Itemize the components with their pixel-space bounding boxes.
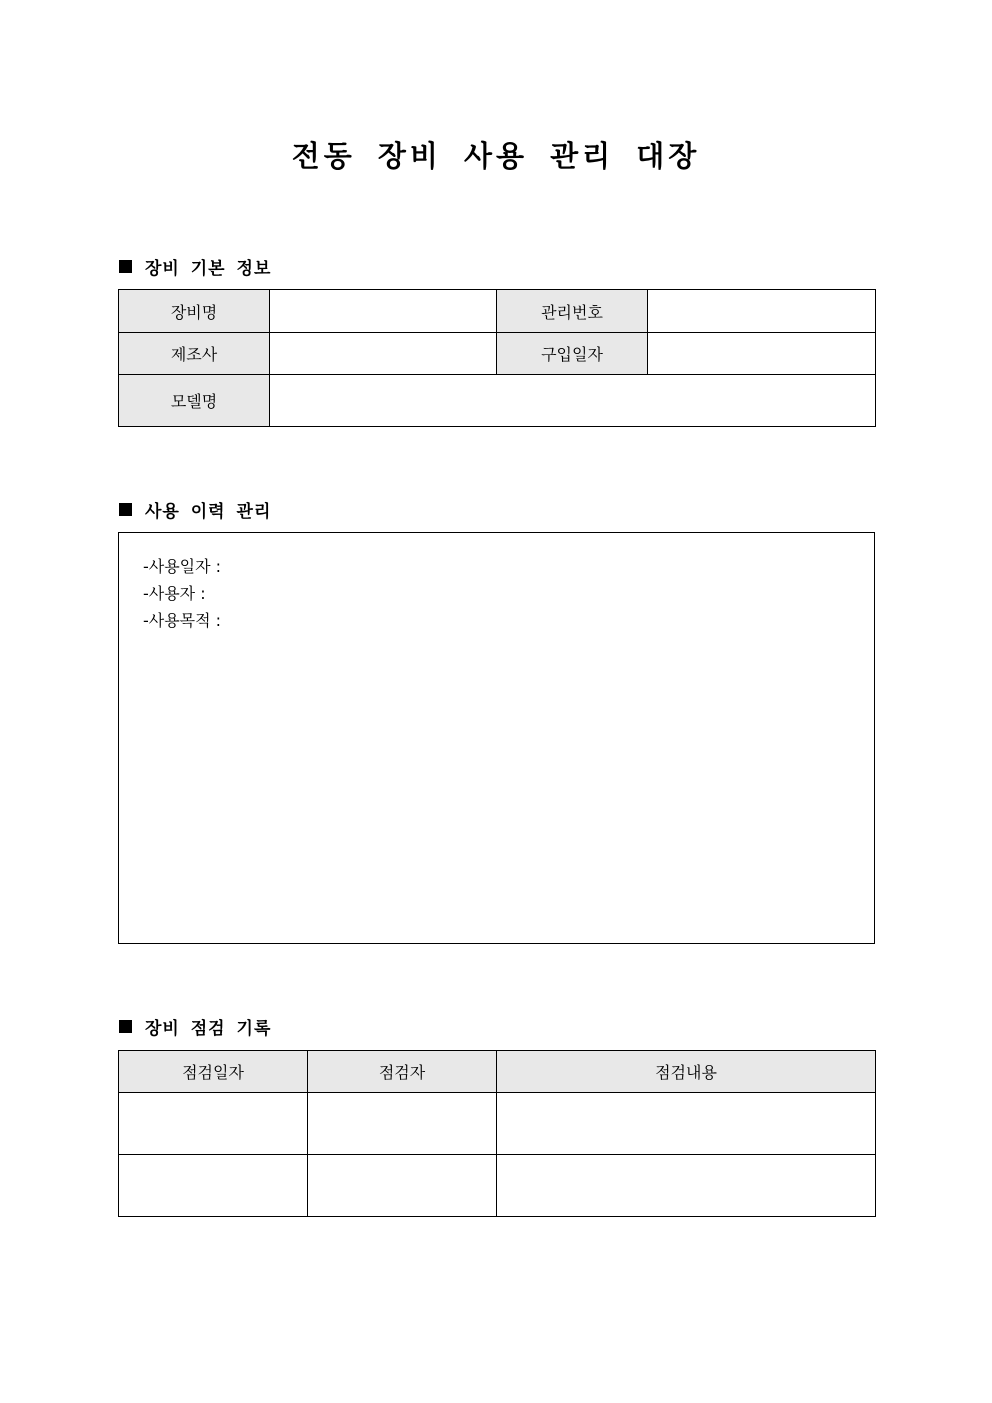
column-header-inspection-content: 점검내용 bbox=[497, 1051, 876, 1093]
cell-inspection-date[interactable] bbox=[119, 1093, 308, 1155]
section-heading-text: 장비 기본 정보 bbox=[145, 259, 272, 279]
cell-inspection-content[interactable] bbox=[497, 1155, 876, 1217]
field-equipment-name[interactable] bbox=[270, 290, 497, 333]
section-heading-text: 장비 점검 기록 bbox=[145, 1019, 272, 1039]
label-equipment-name: 장비명 bbox=[119, 290, 270, 333]
label-model-name: 모델명 bbox=[119, 375, 270, 427]
square-bullet-icon bbox=[119, 503, 132, 516]
usage-history-box[interactable] bbox=[118, 532, 875, 944]
cell-inspector[interactable] bbox=[308, 1093, 497, 1155]
cell-inspection-content[interactable] bbox=[497, 1093, 876, 1155]
table-row bbox=[119, 1093, 876, 1155]
square-bullet-icon bbox=[119, 1020, 132, 1033]
field-management-number[interactable] bbox=[648, 290, 876, 333]
section-heading-text: 사용 이력 관리 bbox=[145, 502, 272, 522]
usage-line-user: -사용자 : bbox=[143, 584, 206, 603]
section-heading-inspection bbox=[119, 1014, 271, 1039]
column-header-inspector: 점검자 bbox=[308, 1051, 497, 1093]
column-header-inspection-date: 점검일자 bbox=[119, 1051, 308, 1093]
inspection-record-table bbox=[118, 1050, 876, 1217]
label-purchase-date: 구입일자 bbox=[497, 333, 648, 375]
table-row bbox=[119, 375, 876, 427]
field-manufacturer[interactable] bbox=[270, 333, 497, 375]
usage-history-lines bbox=[143, 553, 221, 634]
table-row bbox=[119, 290, 876, 333]
section-heading-basic-info bbox=[119, 254, 271, 279]
field-purchase-date[interactable] bbox=[648, 333, 876, 375]
label-manufacturer: 제조사 bbox=[119, 333, 270, 375]
table-row bbox=[119, 333, 876, 375]
label-management-number: 관리번호 bbox=[497, 290, 648, 333]
cell-inspection-date[interactable] bbox=[119, 1155, 308, 1217]
table-row bbox=[119, 1155, 876, 1217]
equipment-info-table bbox=[118, 289, 876, 427]
section-heading-usage-history bbox=[119, 497, 271, 522]
usage-line-purpose: -사용목적 : bbox=[143, 611, 222, 630]
table-header-row bbox=[119, 1051, 876, 1093]
usage-line-date: -사용일자 : bbox=[143, 557, 222, 576]
field-model-name[interactable] bbox=[270, 375, 876, 427]
square-bullet-icon bbox=[119, 260, 132, 273]
document-title: 전동 장비 사용 관리 대장 bbox=[291, 139, 701, 173]
cell-inspector[interactable] bbox=[308, 1155, 497, 1217]
